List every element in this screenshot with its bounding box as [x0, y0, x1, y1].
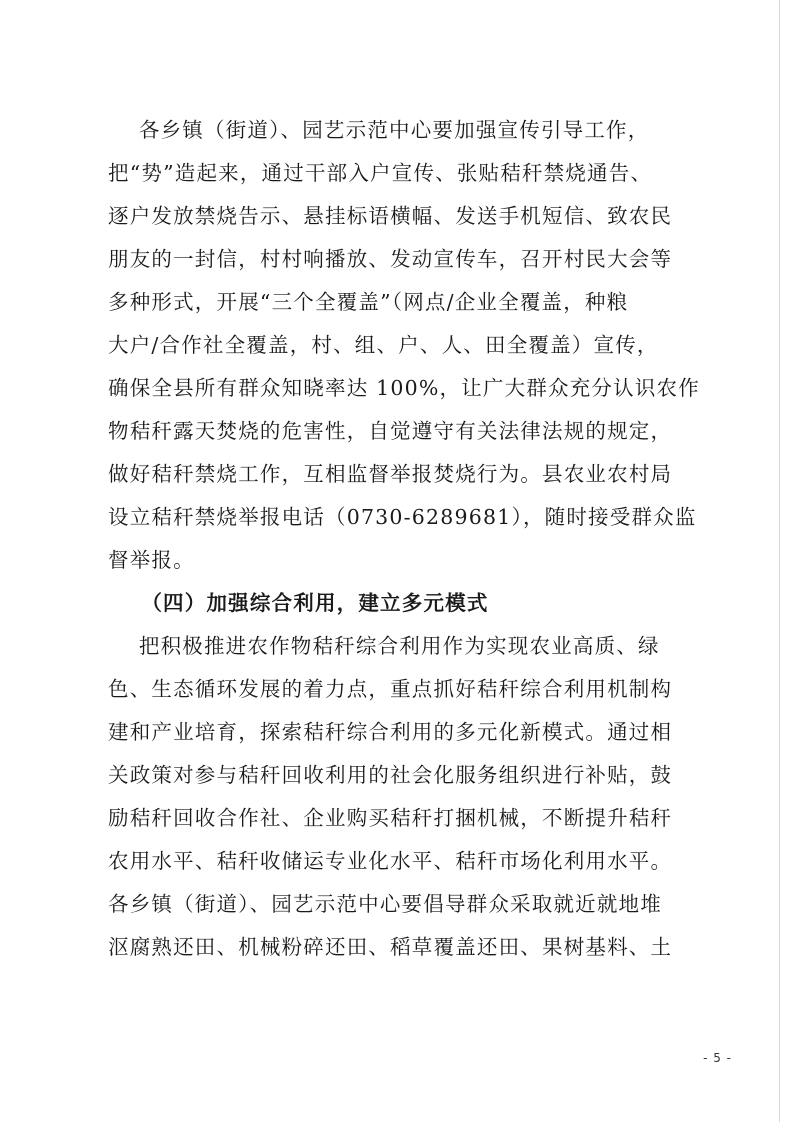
- text-line: 大户/合作社全覆盖，村、组、户、人、田全覆盖）宣传，: [108, 333, 659, 357]
- text-line: 励秸秆回收合作社、企业购买秸秆打捆机械，不断提升秸秆: [108, 806, 673, 830]
- section-heading: （四）加强综合利用，建立多元模式: [108, 591, 489, 615]
- text-line: 做好秸秆禁烧工作，互相监督举报焚烧行为。县农业农村局: [108, 462, 673, 486]
- text-line: 设立秸秆禁烧举报电话（0730-6289681），随时接受群众监: [108, 505, 697, 529]
- text-line: 确保全县所有群众知晓率达 100%，让广大群众充分认识农作: [108, 376, 700, 400]
- text-line: 把积极推进农作物秸秆综合利用作为实现农业高质、绿: [108, 634, 660, 658]
- text-line: 建和产业培育，探索秸秆综合利用的多元化新模式。通过相: [108, 720, 673, 744]
- scan-edge-line: [779, 0, 780, 1122]
- text-line: 多种形式，开展“三个全覆盖”（网点/企业全覆盖，种粮: [108, 290, 629, 314]
- text-line: 各乡镇（街道）、园艺示范中心要加强宣传引导工作，: [108, 118, 650, 142]
- text-line: 农用水平、秸秆收储运专业化水平、秸秆市场化利用水平。: [108, 849, 673, 873]
- text-line: 把“势”造起来，通过干部入户宣传、张贴秸秆禁烧通告、: [108, 161, 653, 185]
- text-line: 朋友的一封信，村村响播放、发动宣传车，召开村民大会等: [108, 247, 673, 271]
- page-footer: [0, 1048, 794, 1068]
- text-line: 各乡镇（街道）、园艺示范中心要倡导群众采取就近就地堆: [108, 892, 662, 916]
- text-line: 沤腐熟还田、机械粉碎还田、稻草覆盖还田、果树基料、土: [108, 935, 673, 959]
- text-line: 色、生态循环发展的着力点，重点抓好秸秆综合利用机制构: [108, 677, 673, 701]
- text-line: 关政策对参与秸秆回收利用的社会化服务组织进行补贴，鼓: [108, 763, 673, 787]
- text-line: 逐户发放禁烧告示、悬挂标语横幅、发送手机短信、致农民: [108, 204, 673, 228]
- text-line: 物秸秆露天焚烧的危害性，自觉遵守有关法律法规的规定，: [108, 419, 673, 443]
- page-number: - 5 -: [703, 1051, 732, 1065]
- text-line: 督举报。: [108, 548, 195, 572]
